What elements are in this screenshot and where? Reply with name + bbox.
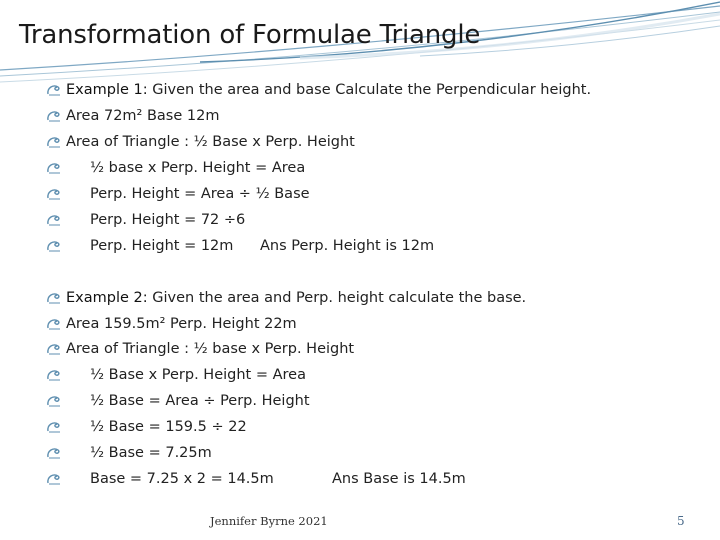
swirl-bullet-icon <box>46 420 62 434</box>
example-1-label: Example 1: <box>66 82 148 98</box>
example-1-answer: Ans Perp. Height is 12m <box>260 238 435 254</box>
swirl-bullet-icon <box>46 342 62 356</box>
example-1-step-2: Perp. Height = Area ÷ ½ Base <box>90 186 310 202</box>
swirl-bullet-icon <box>46 135 62 149</box>
swirl-bullet-icon <box>46 472 62 486</box>
example-1-step-1: ½ base x Perp. Height = Area <box>90 160 306 176</box>
swirl-bullet-icon <box>46 83 62 97</box>
example-1-step-4: Perp. Height = 12m <box>90 238 234 254</box>
swirl-bullet-icon <box>46 187 62 201</box>
swirl-bullet-icon <box>46 368 62 382</box>
example-2-step-2: ½ Base = Area ÷ Perp. Height <box>90 393 310 409</box>
swirl-bullet-icon <box>46 446 62 460</box>
example-2-formula: Area of Triangle : ½ base x Perp. Height <box>66 341 355 357</box>
swirl-bullet-icon <box>46 239 62 253</box>
example-2-heading: Given the area and Perp. height calculate the base. <box>147 290 527 306</box>
example-2-step-3: ½ Base = 159.5 ÷ 22 <box>90 419 247 435</box>
example-2-answer: Ans Base is 14.5m <box>332 471 466 487</box>
page-number: 5 <box>677 514 685 528</box>
example-1-given: Area 72m² Base 12m <box>66 108 220 124</box>
example-2-label: Example 2: <box>66 290 148 306</box>
example-2-step-1: ½ Base x Perp. Height = Area <box>90 367 306 383</box>
swirl-bullet-icon <box>46 109 62 123</box>
slide-title: Transformation of Formulae Triangle <box>19 20 481 50</box>
example-2-given: Area 159.5m² Perp. Height 22m <box>66 316 297 332</box>
example-1-formula: Area of Triangle : ½ Base x Perp. Height <box>66 134 355 150</box>
example-2-step-5: Base = 7.25 x 2 = 14.5m <box>90 471 274 487</box>
slide-footer: Jennifer Byrne 2021 <box>210 514 328 528</box>
swirl-bullet-icon <box>46 161 62 175</box>
swirl-bullet-icon <box>46 213 62 227</box>
swirl-bullet-icon <box>46 394 62 408</box>
example-1-heading: Given the area and base Calculate the Perpendicular height. <box>147 82 592 98</box>
swirl-bullet-icon <box>46 317 62 331</box>
swirl-bullet-icon <box>46 291 62 305</box>
example-2-step-4: ½ Base = 7.25m <box>90 445 212 461</box>
example-1-step-3: Perp. Height = 72 ÷6 <box>90 212 246 228</box>
